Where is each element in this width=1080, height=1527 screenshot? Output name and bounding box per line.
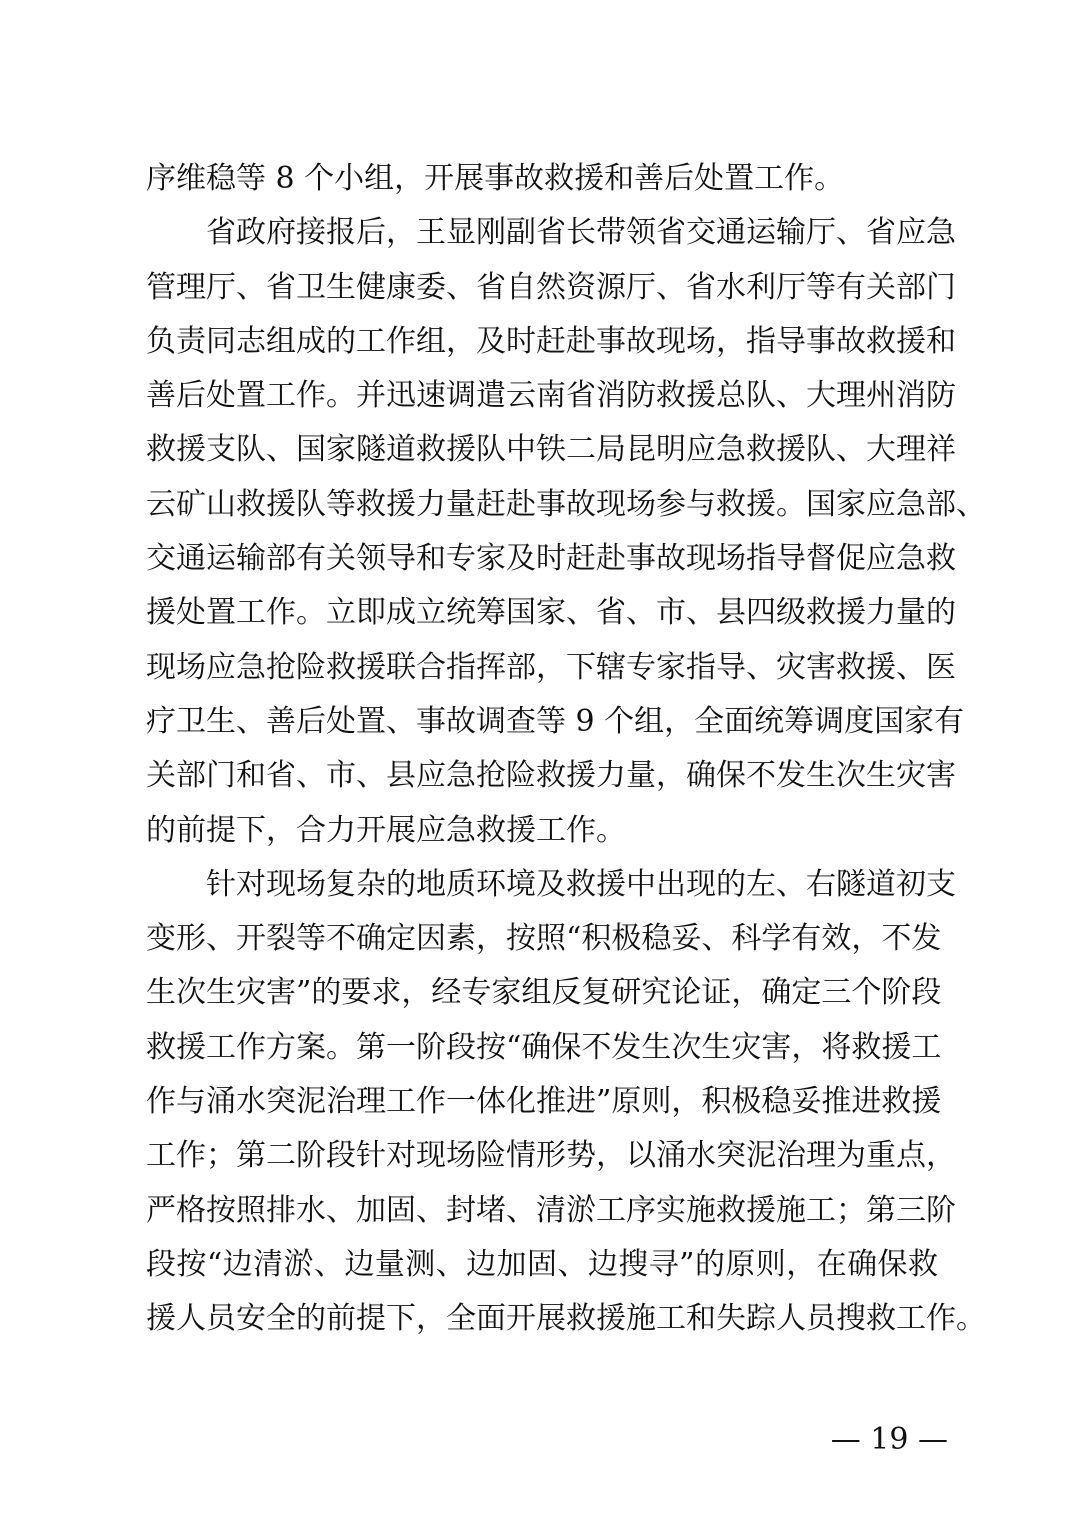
text-line: 现场应急抢险救援联合指挥部，下辖专家指导、灾害救援、医 xyxy=(146,649,956,685)
text-line: 变形、开裂等不确定因素，按照“积极稳妥、科学有效，不发 xyxy=(146,921,942,957)
text-line: 生次生灾害”的要求，经专家组反复研究论证，确定三个阶段 xyxy=(146,975,942,1011)
text-line: 援处置工作。立即成立统筹国家、省、市、县四级救援力量的 xyxy=(146,595,956,631)
text-line: 交通运输部有关领导和专家及时赶赴事故现场指导督促应急救 xyxy=(146,541,956,577)
text-line: 段按“边清淤、边量测、边加固、边搜寻”的原则，在确保救 xyxy=(146,1246,938,1282)
page-number: — 19 — xyxy=(830,1422,948,1457)
paragraph xyxy=(146,858,986,1347)
text-line: 善后处置工作。并迅速调遣云南省消防救援总队、大理州消防 xyxy=(146,378,956,414)
text-line: 关部门和省、市、县应急抢险救援力量，确保不发生次生灾害 xyxy=(146,758,956,794)
text-line: 针对现场复杂的地质环境及救援中出现的左、右隧道初支 xyxy=(146,866,956,902)
text-line: 疗卫生、善后处置、事故调查等 9 个组，全面统筹调度国家有 xyxy=(146,703,965,739)
paragraph xyxy=(146,206,986,858)
text-line: 负责同志组成的工作组，及时赶赴事故现场，指导事故救援和 xyxy=(146,323,956,359)
document-body xyxy=(146,152,986,1347)
text-line: 管理厅、省卫生健康委、省自然资源厅、省水利厅等有关部门 xyxy=(146,269,956,305)
text-line: 作与涌水突泥治理工作一体化推进”原则，积极稳妥推进救援 xyxy=(146,1084,942,1120)
text-line: 的前提下，合力开展应急救援工作。 xyxy=(146,812,626,848)
text-line: 云矿山救援队等救援力量赶赴事故现场参与救援。国家应急部、 xyxy=(146,486,986,522)
text-line: 序维稳等 8 个小组，开展事故救援和善后处置工作。 xyxy=(146,161,845,196)
text-line: 援人员安全的前提下，全面开展救援施工和失踪人员搜救工作。 xyxy=(146,1301,986,1337)
paragraph xyxy=(146,152,938,206)
text-line: 工作；第二阶段针对现场险情形势，以涌水突泥治理为重点， xyxy=(146,1138,956,1174)
text-line: 救援工作方案。第一阶段按“确保不发生次生灾害，将救援工 xyxy=(146,1029,942,1065)
text-line: 救援支队、国家隧道救援队中铁二局昆明应急救援队、大理祥 xyxy=(146,432,956,468)
text-line: 严格按照排水、加固、封堵、清淤工序实施救援施工；第三阶 xyxy=(146,1192,956,1228)
text-line: 省政府接报后，王显刚副省长带领省交通运输厅、省应急 xyxy=(146,215,956,251)
